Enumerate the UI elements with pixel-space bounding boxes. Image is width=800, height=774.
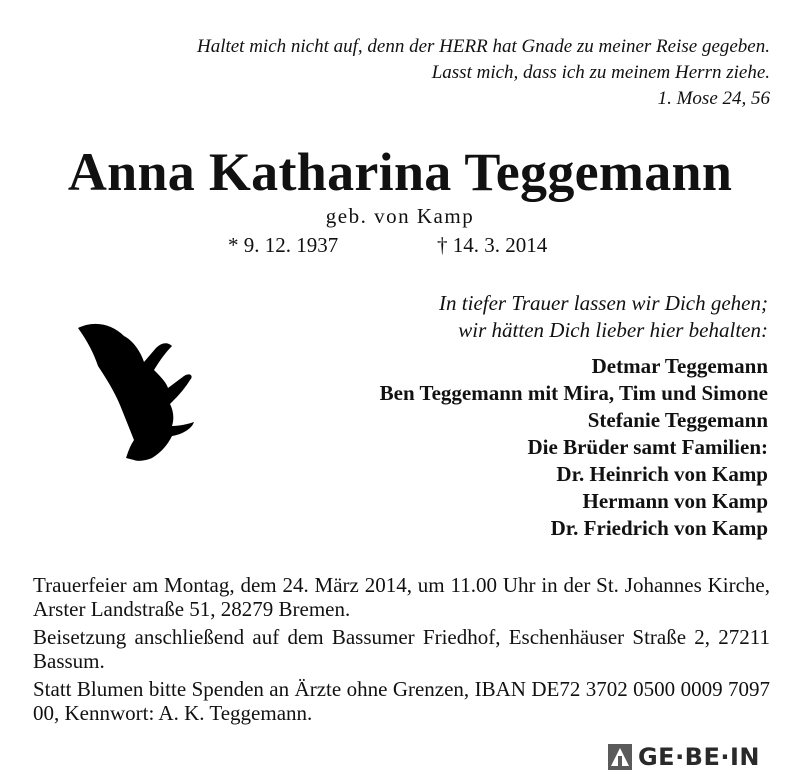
family-list (380, 353, 768, 542)
family-member: Dr. Heinrich von Kamp (556, 462, 768, 486)
family-member: Die Brüder samt Familien: (527, 435, 768, 459)
mourning-line-1: In tiefer Trauer lassen wir Dich gehen; (439, 291, 768, 315)
family-member: Stefanie Teggemann (587, 408, 768, 432)
bible-verse (197, 34, 770, 112)
mourning-text (439, 290, 768, 344)
logo-text: GE·BE·IN (637, 743, 760, 771)
verse-line-2: Lasst mich, dass ich zu meinem Herrn ziehe. (431, 62, 770, 83)
death-date: † 14. 3. 2014 (437, 233, 548, 257)
birth-date: * 9. 12. 1937 (228, 233, 339, 257)
donation-info: Statt Blumen bitte Spenden an Ärzte ohne Grenzen, IBAN DE72 3702 0500 0009 7097 00, Kennwort: A. K. Teggemann. (33, 677, 770, 725)
funeral-info (33, 573, 770, 729)
gebein-logo (608, 742, 760, 772)
verse-line-1: Haltet mich nicht auf, denn der HERR hat Gnade zu meiner Reise gegeben. (196, 36, 770, 57)
family-member: Hermann von Kamp (582, 489, 768, 513)
antler-icon (76, 320, 196, 462)
mourning-line-2: wir hätten Dich lieber hier behalten: (458, 318, 768, 342)
logo-mark-icon (608, 744, 632, 770)
family-member: Detmar Teggemann (591, 354, 768, 378)
birth-name: geb. von Kamp (325, 204, 475, 228)
verse-reference: 1. Mose 24, 56 (657, 88, 770, 109)
burial-info: Beisetzung anschließend auf dem Bassumer Friedhof, Eschenhäuser Straße 2, 27211 Bassum. (33, 625, 770, 673)
family-member: Ben Teggemann mit Mira, Tim und Simone (379, 381, 768, 405)
service-info: Trauerfeier am Montag, dem 24. März 2014, um 11.00 Uhr in der St. Johannes Kirche, Arster Landstraße 51, 28279 Bremen. (33, 573, 770, 621)
family-member: Dr. Friedrich von Kamp (550, 516, 768, 540)
deceased-name: Anna Katharina Teggemann (67, 142, 733, 202)
